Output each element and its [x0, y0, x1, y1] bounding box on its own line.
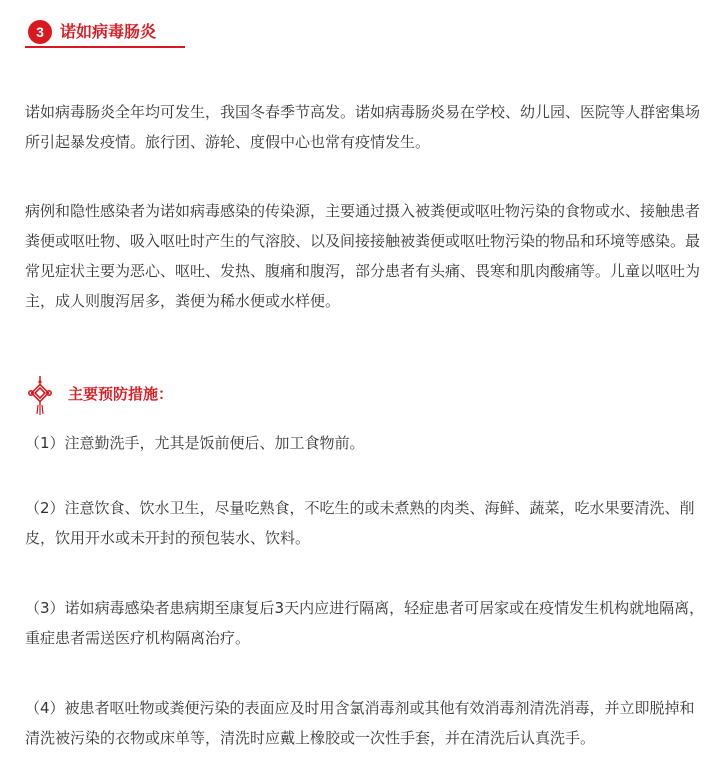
transmission-paragraph: 病例和隐性感染者为诺如病毒感染的传染源，主要通过摄入被粪便或呕吐物污染的食物或水、接触患者粪便或呕吐物、吸入呕吐时产生的气溶胶、以及间接接触被粪便或呕吐物污染的物品和环境等感染。最常见症状主要为恶心、呕吐、发热、腹痛和腹泻，部分患者有头痛、畏寒和肌肉酸痛等。儿童以呕吐为主，成人则腹泻居多，粪便为稀水便或水样便。 — [25, 202, 701, 310]
measures-heading — [28, 376, 328, 416]
measure-item-3: （3）诺如病毒感染者患病期至康复后3天内应进行隔离，轻症患者可居家或在疫情发生机构就地隔离，重症患者需送医疗机构隔离治疗。 — [25, 599, 705, 647]
measure-item-1: （1）注意勤洗手，尤其是饭前便后、加工食物前。 — [25, 434, 365, 452]
intro-paragraph: 诺如病毒肠炎全年均可发生，我国冬春季节高发。诺如病毒肠炎易在学校、幼儿园、医院等人群密集场所引起暴发疫情。旅行团、游轮、度假中心也常有疫情发生。 — [25, 103, 701, 151]
header-underline — [25, 46, 185, 48]
section-header — [25, 18, 185, 48]
measure-item-2: （2）注意饮食、饮水卫生，尽量吃熟食，不吃生的或未煮熟的肉类、海鲜、蔬菜，吃水果要清洗、削皮，饮用开水或未开封的预包装水、饮料。 — [25, 499, 695, 547]
section-number-badge: 3 — [28, 20, 52, 44]
measure-item-4: （4）被患者呕吐物或粪便污染的表面应及时用含氯消毒剂或其他有效消毒剂清洗消毒，并立即脱掉和清洗被污染的衣物或床单等，清洗时应戴上橡胶或一次性手套，并在清洗后认真洗手。 — [25, 699, 695, 747]
section-title: 诺如病毒肠炎 — [60, 22, 157, 41]
chinese-knot-icon — [28, 376, 52, 416]
measures-title: 主要预防措施： — [68, 385, 174, 403]
